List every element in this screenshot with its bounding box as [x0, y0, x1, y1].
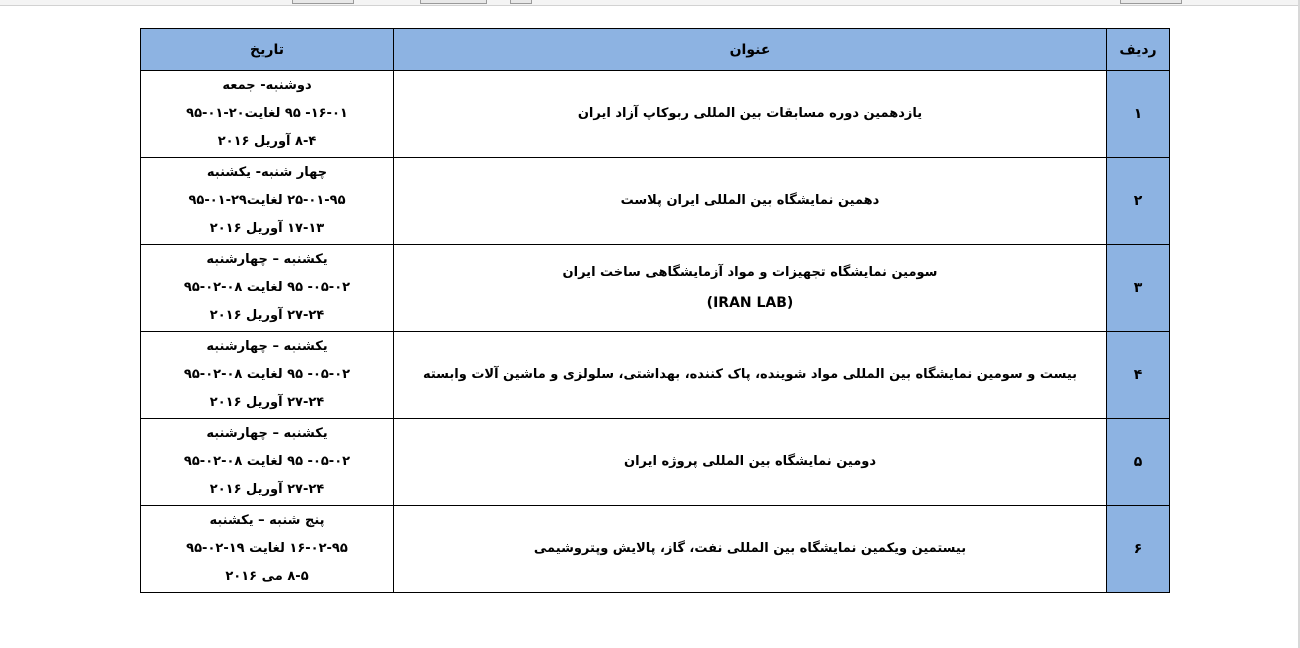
event-date-cell: [141, 332, 394, 419]
event-title-cell: [394, 158, 1107, 245]
event-title-cell: [394, 245, 1107, 332]
event-persian-dates: ۲۵-۰۱-۹۵ لغایت۲۹-۰۱-۹۵: [188, 193, 346, 208]
table-row: [141, 245, 1170, 332]
row-number-cell: ۵: [1107, 419, 1170, 506]
event-title: یازدهمین دوره مسابقات بین المللی ربوکاپ آزاد ایران: [577, 106, 923, 121]
event-gregorian-dates: ۸-۵ می ۲۰۱۶: [225, 569, 309, 584]
event-date-cell: [141, 506, 394, 593]
event-title-cell: [394, 71, 1107, 158]
toolbar-edge-control[interactable]: [420, 0, 487, 4]
row-number-cell: ۳: [1107, 245, 1170, 332]
event-persian-dates: ۰۵-۰۲- ۹۵ لغایت ۰۸-۰۲-۹۵: [183, 280, 351, 295]
event-weekdays: پنج شنبه – یکشنبه: [209, 513, 325, 528]
header-row-number: ردیف: [1107, 29, 1170, 71]
row-number-cell: ۴: [1107, 332, 1170, 419]
event-title-cell: [394, 332, 1107, 419]
toolbar-edge-control[interactable]: [1120, 0, 1182, 4]
event-persian-dates: ۱۶-۰۲-۹۵ لغایت ۱۹-۰۲-۹۵: [186, 541, 348, 556]
event-weekdays: یکشنبه – چهارشنبه: [206, 426, 328, 441]
event-persian-dates: ۰۵-۰۲- ۹۵ لغایت ۰۸-۰۲-۹۵: [183, 367, 351, 382]
event-weekdays: یکشنبه – چهارشنبه: [206, 252, 328, 267]
event-gregorian-dates: ۱۷-۱۳ آوریل ۲۰۱۶: [209, 221, 325, 236]
event-title-cell: [394, 419, 1107, 506]
event-title: بیست و سومین نمایشگاه بین المللی مواد شوینده، پاک کننده، بهداشتی، سلولزی و ماشین آلات وابسته: [422, 367, 1078, 382]
event-title: دهمین نمایشگاه بین المللی ایران پلاست: [620, 193, 880, 208]
event-title: بیستمین ویکمین نمایشگاه بین المللی نفت، گاز، پالایش وپتروشیمی: [533, 541, 967, 556]
event-date-cell: [141, 71, 394, 158]
table-header-row: [141, 29, 1170, 71]
event-title: دومین نمایشگاه بین المللی پروژه ایران: [623, 454, 877, 469]
event-date-cell: [141, 419, 394, 506]
table-row: [141, 332, 1170, 419]
table-row: [141, 506, 1170, 593]
event-title-latin: (IRAN LAB): [706, 295, 794, 311]
event-gregorian-dates: ۸-۴ آوریل ۲۰۱۶: [217, 134, 317, 149]
row-number-cell: ۶: [1107, 506, 1170, 593]
header-date: تاریخ: [141, 29, 394, 71]
table-row: [141, 419, 1170, 506]
event-persian-dates: ۱۶-۰۱- ۹۵ لغایت۲۰-۰۱-۹۵: [186, 106, 348, 121]
window-top-edge: [0, 0, 1300, 6]
toolbar-edge-control[interactable]: [292, 0, 354, 4]
event-persian-dates: ۰۵-۰۲- ۹۵ لغایت ۰۸-۰۲-۹۵: [183, 454, 351, 469]
event-gregorian-dates: ۲۷-۲۴ آوریل ۲۰۱۶: [209, 395, 325, 410]
row-number-cell: ۲: [1107, 158, 1170, 245]
event-date-cell: [141, 245, 394, 332]
event-weekdays: یکشنبه – چهارشنبه: [206, 339, 328, 354]
event-gregorian-dates: ۲۷-۲۴ آوریل ۲۰۱۶: [209, 308, 325, 323]
event-weekdays: دوشنبه- جمعه: [222, 78, 312, 93]
header-title: عنوان: [394, 29, 1107, 71]
table-row: [141, 71, 1170, 158]
event-date-cell: [141, 158, 394, 245]
exhibitions-table: [140, 28, 1170, 593]
table-row: [141, 158, 1170, 245]
toolbar-edge-control[interactable]: [510, 0, 532, 4]
event-gregorian-dates: ۲۷-۲۴ آوریل ۲۰۱۶: [209, 482, 325, 497]
event-weekdays: چهار شنبه- یکشنبه: [206, 165, 328, 180]
event-title: سومین نمایشگاه تجهیزات و مواد آزمایشگاهی ساخت ایران: [562, 265, 938, 280]
row-number-cell: ۱: [1107, 71, 1170, 158]
event-title-cell: [394, 506, 1107, 593]
